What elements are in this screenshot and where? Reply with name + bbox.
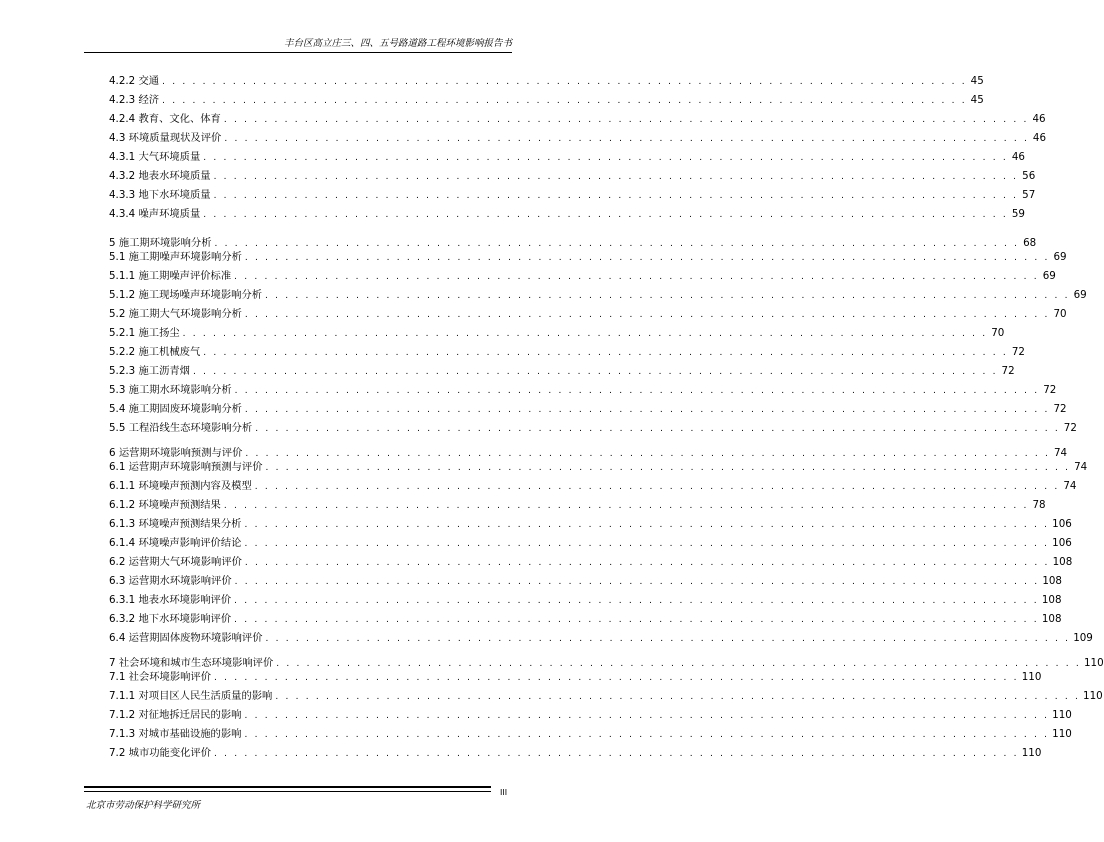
toc-entry-title: 6.3.2 地下水环境影响评价: [109, 613, 232, 625]
toc-entry-page: 108: [1042, 575, 1062, 587]
toc-entry-title: 7.1.1 对项目区人民生活质量的影响: [109, 690, 273, 702]
toc-entry-title: 4.3.3 地下水环境质量: [109, 189, 211, 201]
toc-entry[interactable]: [109, 131, 1047, 146]
toc-dot-leader: . . . . . . . . . . . . . . . . . . . . . . . . . . . . . . . . . . . . . . . . . . . . . . . . . . . . . . . . . . . . . . . . . . . . . . . . . . . . . . . .: [244, 711, 1050, 721]
toc-entry-title: 5.1.1 施工期噪声评价标准: [109, 270, 232, 282]
toc-entry-page: 110: [1052, 709, 1072, 721]
toc-dot-leader: . . . . . . . . . . . . . . . . . . . . . . . . . . . . . . . . . . . . . . . . . . . . . . . . . . . . . . . . . . . . . . . . . . . . . . . . . . . . . . . .: [245, 449, 1051, 459]
toc-dot-leader: . . . . . . . . . . . . . . . . . . . . . . . . . . . . . . . . . . . . . . . . . . . . . . . . . . . . . . . . . . . . . . . . . . . . . . . . . . . . . . . .: [244, 405, 1050, 415]
toc-entry-page: 72: [1001, 365, 1015, 377]
toc-dot-leader: . . . . . . . . . . . . . . . . . . . . . . . . . . . . . . . . . . . . . . . . . . . . . . . . . . . . . . . . . . . . . . . . . . . . . . . . . . . . . . . .: [244, 253, 1050, 263]
toc-entry[interactable]: [109, 188, 1036, 203]
toc-dot-leader: . . . . . . . . . . . . . . . . . . . . . . . . . . . . . . . . . . . . . . . . . . . . . . . . . . . . . . . . . . . . . . . . . . . . . . . . . . . . . . . .: [223, 501, 1029, 511]
toc-entry-page: 56: [1022, 170, 1036, 182]
toc-entry[interactable]: [109, 236, 1037, 251]
toc-entry-title: 7.2 城市功能变化评价: [109, 747, 212, 759]
toc-entry-title: 7.1 社会环境影响评价: [109, 671, 212, 683]
footer-rule-thin: [84, 791, 491, 792]
toc-dot-leader: . . . . . . . . . . . . . . . . . . . . . . . . . . . . . . . . . . . . . . . . . . . . . . . . . . . . . . . . . . . . . . . . . . . . . . . . . . . . . . . .: [182, 329, 988, 339]
toc-dot-leader: . . . . . . . . . . . . . . . . . . . . . . . . . . . . . . . . . . . . . . . . . . . . . . . . . . . . . . . . . . . . . . . . . . . . . . . . . . . . . . . .: [214, 673, 1019, 683]
toc-entry-title: 5.5 工程沿线生态环境影响分析: [109, 422, 253, 434]
toc-entry-page: 68: [1023, 237, 1037, 249]
toc-entry-title: 5.3 施工期水环境影响分析: [109, 384, 232, 396]
toc-dot-leader: . . . . . . . . . . . . . . . . . . . . . . . . . . . . . . . . . . . . . . . . . . . . . . . . . . . . . . . . . . . . . . . . . . . . . . . . . . . . . . . .: [244, 310, 1050, 320]
toc-entry-title: 7 社会环境和城市生态环境影响评价: [109, 657, 274, 669]
toc-entry-title: 5.2.1 施工扬尘: [109, 327, 180, 339]
header-title: 丰台区高立庄三、四、五号路道路工程环境影响报告书: [283, 38, 512, 49]
toc-entry-page: 74: [1053, 447, 1068, 459]
toc-entry-page: 110: [1021, 747, 1042, 759]
toc-entry[interactable]: [109, 689, 1103, 704]
toc-entry[interactable]: [109, 269, 1056, 284]
toc-entry-title: 4.3.1 大气环境质量: [109, 151, 201, 163]
toc-entry-title: 6.3 运营期水环境影响评价: [109, 575, 232, 587]
toc-entry-page: 74: [1074, 461, 1088, 473]
toc-entry[interactable]: [109, 460, 1088, 475]
toc-dot-leader: . . . . . . . . . . . . . . . . . . . . . . . . . . . . . . . . . . . . . . . . . . . . . . . . . . . . . . . . . . . . . . . . . . . . . . . . . . . . . . . .: [224, 134, 1030, 144]
toc-dot-leader: . . . . . . . . . . . . . . . . . . . . . . . . . . . . . . . . . . . . . . . . . . . . . . . . . . . . . . . . . . . . . . . . . . . . . . . . . . . . . . . .: [275, 692, 1081, 702]
toc-entry[interactable]: [109, 555, 1073, 570]
toc-dot-leader: . . . . . . . . . . . . . . . . . . . . . . . . . . . . . . . . . . . . . . . . . . . . . . . . . . . . . . . . . . . . . . . . . . . . . . . . . . . . . . . .: [244, 730, 1050, 740]
toc-entry-title: 5.2.3 施工沥青烟: [109, 365, 190, 377]
toc-dot-leader: . . . . . . . . . . . . . . . . . . . . . . . . . . . . . . . . . . . . . . . . . . . . . . . . . . . . . . . . . . . . . . . . . . . . . . . . . . . . . . . .: [234, 577, 1040, 587]
toc-entry-title: 4.2.2 交通: [109, 75, 160, 87]
toc-entry-page: 69: [1042, 270, 1056, 282]
toc-entry[interactable]: [109, 593, 1062, 608]
toc-entry[interactable]: [109, 536, 1072, 551]
toc-entry[interactable]: [109, 708, 1072, 723]
toc-entry-page: 78: [1032, 499, 1046, 511]
toc-entry-title: 5.1.2 施工现场噪声环境影响分析: [109, 289, 263, 301]
toc-entry-title: 6.4 运营期固体废物环境影响评价: [109, 632, 263, 644]
toc-entry[interactable]: [109, 498, 1046, 513]
toc-dot-leader: . . . . . . . . . . . . . . . . . . . . . . . . . . . . . . . . . . . . . . . . . . . . . . . . . . . . . . . . . . . . . . . . . . . . . . . . . . . . . . . .: [214, 749, 1019, 759]
toc-entry-page: 46: [1032, 132, 1047, 144]
toc-entry-page: 70: [1053, 308, 1067, 320]
page-number: III: [500, 788, 508, 797]
toc-entry-page: 110: [1052, 728, 1072, 740]
toc-entry[interactable]: [109, 631, 1093, 646]
toc-entry[interactable]: [109, 479, 1077, 494]
toc-entry-title: 5.2 施工期大气环境影响分析: [109, 308, 242, 320]
toc-entry[interactable]: [109, 727, 1072, 742]
toc-entry-title: 6.1 运营期声环境影响预测与评价: [109, 461, 263, 473]
toc-dot-leader: . . . . . . . . . . . . . . . . . . . . . . . . . . . . . . . . . . . . . . . . . . . . . . . . . . . . . . . . . . . . . . . . . . . . . . . . . . . . . . . .: [265, 291, 1070, 301]
toc-entry-title: 6.3.1 地表水环境影响评价: [109, 594, 232, 606]
toc-dot-leader: . . . . . . . . . . . . . . . . . . . . . . . . . . . . . . . . . . . . . . . . . . . . . . . . . . . . . . . . . . . . . . . . . . . . . . . . . . . . . . . .: [276, 659, 1081, 669]
toc-entry-title: 5.2.2 施工机械废气: [109, 346, 201, 358]
toc-entry-title: 7.1.2 对征地拆迁居民的影响: [109, 709, 242, 721]
toc-entry[interactable]: [109, 364, 1015, 379]
header-rule: [84, 52, 512, 53]
toc-entry-page: 72: [1053, 403, 1067, 415]
toc-entry-title: 4.3.4 噪声环境质量: [109, 208, 201, 220]
toc-entry[interactable]: [109, 383, 1057, 398]
toc-entry-title: 5.4 施工期固废环境影响分析: [109, 403, 242, 415]
toc-entry-page: 74: [1063, 480, 1077, 492]
toc-entry-page: 72: [1011, 346, 1025, 358]
toc-dot-leader: . . . . . . . . . . . . . . . . . . . . . . . . . . . . . . . . . . . . . . . . . . . . . . . . . . . . . . . . . . . . . . . . . . . . . . . . . . . . . . . .: [244, 520, 1050, 530]
toc-dot-leader: . . . . . . . . . . . . . . . . . . . . . . . . . . . . . . . . . . . . . . . . . . . . . . . . . . . . . . . . . . . . . . . . . . . . . . . . . . . . . . . .: [234, 272, 1039, 282]
toc-dot-leader: . . . . . . . . . . . . . . . . . . . . . . . . . . . . . . . . . . . . . . . . . . . . . . . . . . . . . . . . . . . . . . . . . . . . . . . . . . . . . . . .: [203, 153, 1008, 163]
toc-dot-leader: . . . . . . . . . . . . . . . . . . . . . . . . . . . . . . . . . . . . . . . . . . . . . . . . . . . . . . . . . . . . . . . . . . . . . . . . . . . . . . . .: [223, 115, 1029, 125]
toc-dot-leader: . . . . . . . . . . . . . . . . . . . . . . . . . . . . . . . . . . . . . . . . . . . . . . . . . . . . . . . . . . . . . . . . . . . . . . . . . . . . . . . .: [244, 558, 1050, 568]
toc-entry[interactable]: [109, 746, 1042, 761]
toc-entry-page: 59: [1011, 208, 1025, 220]
toc-entry-title: 5.1 施工期噪声环境影响分析: [109, 251, 242, 263]
toc-dot-leader: . . . . . . . . . . . . . . . . . . . . . . . . . . . . . . . . . . . . . . . . . . . . . . . . . . . . . . . . . . . . . . . . . . . . . . . . . . . . . . . .: [203, 348, 1008, 358]
toc-entry-page: 108: [1052, 556, 1073, 568]
toc-entry[interactable]: [109, 307, 1067, 322]
toc-dot-leader: . . . . . . . . . . . . . . . . . . . . . . . . . . . . . . . . . . . . . . . . . . . . . . . . . . . . . . . . . . . . . . . . . . . . . . . . . . . . . . . .: [255, 424, 1060, 434]
toc-entry[interactable]: [109, 150, 1025, 165]
toc-entry-title: 5 施工期环境影响分析: [109, 237, 212, 249]
toc-entry-title: 6.2 运营期大气环境影响评价: [109, 556, 242, 568]
toc-entry[interactable]: [109, 326, 1005, 341]
toc-dot-leader: . . . . . . . . . . . . . . . . . . . . . . . . . . . . . . . . . . . . . . . . . . . . . . . . . . . . . . . . . . . . . . . . . . . . . . . . . . . . . . . .: [265, 634, 1071, 644]
toc-entry[interactable]: [109, 656, 1104, 671]
toc-entry[interactable]: [109, 345, 1025, 360]
footer-organization: 北京市劳动保护科学研究所: [86, 800, 201, 811]
toc-entry[interactable]: [109, 169, 1036, 184]
toc-dot-leader: . . . . . . . . . . . . . . . . . . . . . . . . . . . . . . . . . . . . . . . . . . . . . . . . . . . . . . . . . . . . . . . . . . . . . . . . . . . . . . . .: [214, 239, 1020, 249]
toc-entry-page: 69: [1073, 289, 1087, 301]
toc-dot-leader: . . . . . . . . . . . . . . . . . . . . . . . . . . . . . . . . . . . . . . . . . . . . . . . . . . . . . . . . . . . . . . . . . . . . . . . . . . . . . . . .: [192, 367, 998, 377]
toc-entry[interactable]: [109, 421, 1077, 436]
toc-entry-page: 45: [970, 94, 984, 106]
toc-entry-title: 7.1.3 对城市基础设施的影响: [109, 728, 242, 740]
toc-entry-page: 106: [1052, 518, 1072, 530]
toc-entry-page: 69: [1053, 251, 1067, 263]
toc-entry-title: 6 运营期环境影响预测与评价: [109, 447, 243, 459]
toc-entry-title: 4.3 环境质量现状及评价: [109, 132, 222, 144]
toc-entry[interactable]: [109, 446, 1068, 461]
toc-entry-title: 4.3.2 地表水环境质量: [109, 170, 211, 182]
toc-dot-leader: . . . . . . . . . . . . . . . . . . . . . . . . . . . . . . . . . . . . . . . . . . . . . . . . . . . . . . . . . . . . . . . . . . . . . . . . . . . . . . . .: [234, 386, 1040, 396]
toc-entry-title: 6.1.4 环境噪声影响评价结论: [109, 537, 242, 549]
toc-entry-page: 70: [991, 327, 1005, 339]
toc-entry[interactable]: [109, 207, 1025, 222]
toc-entry-title: 6.1.2 环境噪声预测结果: [109, 499, 221, 511]
toc-entry[interactable]: [109, 74, 984, 89]
toc-entry[interactable]: [109, 670, 1042, 685]
toc-entry-page: 46: [1011, 151, 1025, 163]
toc-dot-leader: . . . . . . . . . . . . . . . . . . . . . . . . . . . . . . . . . . . . . . . . . . . . . . . . . . . . . . . . . . . . . . . . . . . . . . . . . . . . . . . .: [234, 615, 1039, 625]
toc-entry-page: 45: [970, 75, 984, 87]
toc-dot-leader: . . . . . . . . . . . . . . . . . . . . . . . . . . . . . . . . . . . . . . . . . . . . . . . . . . . . . . . . . . . . . . . . . . . . . . . . . . . . . . . .: [254, 482, 1060, 492]
toc-entry-page: 72: [1063, 422, 1077, 434]
toc-entry[interactable]: [109, 574, 1062, 589]
toc-entry[interactable]: [109, 517, 1072, 532]
toc-entry[interactable]: [109, 288, 1087, 303]
toc-dot-leader: . . . . . . . . . . . . . . . . . . . . . . . . . . . . . . . . . . . . . . . . . . . . . . . . . . . . . . . . . . . . . . . . . . . . . . . . . . . . . . . .: [265, 463, 1071, 473]
toc-entry-title: 6.1.3 环境噪声预测结果分析: [109, 518, 242, 530]
toc-dot-leader: . . . . . . . . . . . . . . . . . . . . . . . . . . . . . . . . . . . . . . . . . . . . . . . . . . . . . . . . . . . . . . . . . . . . . . . . . . . . . . . .: [213, 191, 1019, 201]
toc-entry[interactable]: [109, 250, 1067, 265]
toc-dot-leader: . . . . . . . . . . . . . . . . . . . . . . . . . . . . . . . . . . . . . . . . . . . . . . . . . . . . . . . . . . . . . . . . . . . . . . . . . . . . . . . .: [244, 539, 1050, 549]
toc-entry-page: 46: [1032, 113, 1046, 125]
toc-dot-leader: . . . . . . . . . . . . . . . . . . . . . . . . . . . . . . . . . . . . . . . . . . . . . . . . . . . . . . . . . . . . . . . . . . . . . . . . . . . . . . . .: [234, 596, 1039, 606]
toc-entry[interactable]: [109, 112, 1046, 127]
toc-entry[interactable]: [109, 402, 1067, 417]
toc-entry-page: 108: [1041, 594, 1062, 606]
toc-entry[interactable]: [109, 93, 984, 108]
toc-entry-page: 110: [1021, 671, 1042, 683]
toc-entry-page: 106: [1052, 537, 1072, 549]
toc-entry[interactable]: [109, 612, 1062, 627]
toc-entry-page: 72: [1043, 384, 1057, 396]
toc-entry-page: 57: [1022, 189, 1036, 201]
footer-rule-thick: [84, 786, 491, 788]
toc-dot-leader: . . . . . . . . . . . . . . . . . . . . . . . . . . . . . . . . . . . . . . . . . . . . . . . . . . . . . . . . . . . . . . . . . . . . . . . . . . . . . . . .: [213, 172, 1019, 182]
toc-entry-page: 110: [1083, 657, 1104, 669]
toc-dot-leader: . . . . . . . . . . . . . . . . . . . . . . . . . . . . . . . . . . . . . . . . . . . . . . . . . . . . . . . . . . . . . . . . . . . . . . . . . . . . . . . .: [162, 96, 967, 106]
toc-entry-title: 4.2.3 经济: [109, 94, 160, 106]
toc-entry-title: 6.1.1 环境噪声预测内容及模型: [109, 480, 252, 492]
toc-entry-page: 109: [1073, 632, 1093, 644]
toc-dot-leader: . . . . . . . . . . . . . . . . . . . . . . . . . . . . . . . . . . . . . . . . . . . . . . . . . . . . . . . . . . . . . . . . . . . . . . . . . . . . . . . .: [203, 210, 1008, 220]
toc-entry-page: 108: [1041, 613, 1062, 625]
toc-dot-leader: . . . . . . . . . . . . . . . . . . . . . . . . . . . . . . . . . . . . . . . . . . . . . . . . . . . . . . . . . . . . . . . . . . . . . . . . . . . . . . . .: [162, 77, 967, 87]
toc-entry-title: 4.2.4 教育、文化、体育: [109, 113, 221, 125]
toc-entry-page: 110: [1083, 690, 1103, 702]
